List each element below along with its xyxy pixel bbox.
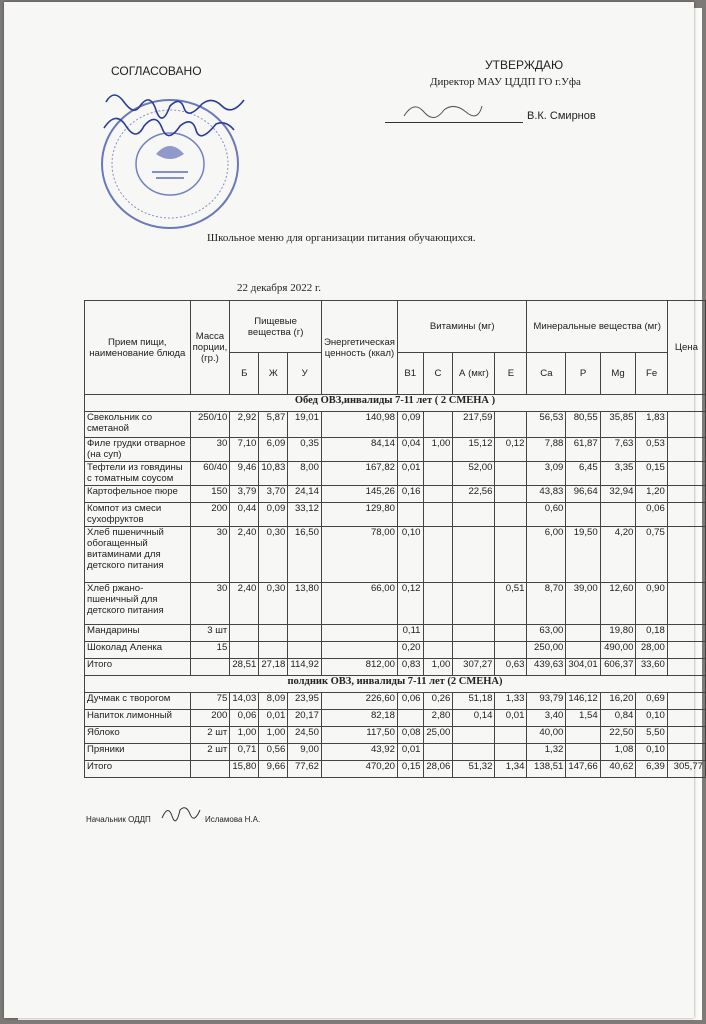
value-cell: 33,12 [288, 503, 322, 527]
value-cell: 24,50 [288, 727, 322, 744]
value-cell: 1,20 [636, 486, 667, 503]
value-cell: 30 [190, 583, 230, 625]
value-cell: 9,00 [288, 744, 322, 761]
dish-name-cell: Пряники [85, 744, 191, 761]
header-mass: Масса порции, (гр.) [190, 301, 230, 395]
section-title-lunch: Обед ОВЗ,инвалиды 7-11 лет ( 2 СМЕНА ) [85, 395, 706, 412]
dish-name-cell: Дучмак с творогом [85, 693, 191, 710]
value-cell [230, 642, 259, 659]
value-cell: 96,64 [566, 486, 600, 503]
value-cell: 66,00 [321, 583, 397, 625]
value-cell: 63,00 [527, 625, 566, 642]
value-cell [667, 583, 705, 625]
value-cell: 0,84 [600, 710, 636, 727]
value-cell: 0,12 [397, 583, 423, 625]
section-lunch [85, 395, 706, 676]
value-cell: 0,30 [259, 583, 288, 625]
value-cell: 20,17 [288, 710, 322, 727]
value-cell: 25,00 [423, 727, 453, 744]
value-cell: 0,12 [495, 438, 527, 462]
value-cell: 0,01 [397, 744, 423, 761]
value-cell [495, 527, 527, 583]
value-cell: 0,26 [423, 693, 453, 710]
value-cell: 0,06 [397, 693, 423, 710]
value-cell: 15,80 [230, 761, 259, 778]
header-b: Б [230, 353, 259, 395]
dish-name-cell: Свекольник со сметаной [85, 412, 191, 438]
value-cell: 439,63 [527, 659, 566, 676]
value-cell [667, 486, 705, 503]
value-cell [190, 761, 230, 778]
value-cell: 80,55 [566, 412, 600, 438]
value-cell: 78,00 [321, 527, 397, 583]
value-cell: 2 шт [190, 727, 230, 744]
value-cell: 28,00 [636, 642, 667, 659]
value-cell: 12,60 [600, 583, 636, 625]
header-c: C [423, 353, 453, 395]
value-cell [495, 412, 527, 438]
table-row [85, 710, 706, 727]
value-cell: 2,40 [230, 583, 259, 625]
value-cell: 0,71 [230, 744, 259, 761]
value-cell [397, 710, 423, 727]
value-cell [397, 503, 423, 527]
value-cell: 5,87 [259, 412, 288, 438]
dish-name-cell: Итого [85, 761, 191, 778]
value-cell: 0,09 [259, 503, 288, 527]
header-minerals: Минеральные вещества (мг) [527, 301, 667, 353]
value-cell: 6,00 [527, 527, 566, 583]
value-cell: 1,34 [495, 761, 527, 778]
table-row [85, 625, 706, 642]
value-cell: 0,56 [259, 744, 288, 761]
header-p: P [566, 353, 600, 395]
value-cell: 19,50 [566, 527, 600, 583]
dish-name-cell: Филе грудки отварное (на суп) [85, 438, 191, 462]
table-row [85, 503, 706, 527]
value-cell: 16,20 [600, 693, 636, 710]
value-cell: 51,18 [453, 693, 495, 710]
value-cell: 0,44 [230, 503, 259, 527]
value-cell: 250,00 [527, 642, 566, 659]
table-row [85, 486, 706, 503]
value-cell: 0,63 [495, 659, 527, 676]
header-fe: Fe [636, 353, 667, 395]
header-zh: Ж [259, 353, 288, 395]
value-cell: 61,87 [566, 438, 600, 462]
value-cell: 3,79 [230, 486, 259, 503]
value-cell [667, 642, 705, 659]
value-cell: 14,03 [230, 693, 259, 710]
header-energy: Энергетическая ценность (ккал) [321, 301, 397, 395]
approved-right-label: УТВЕРЖДАЮ [485, 58, 564, 72]
value-cell [321, 625, 397, 642]
value-cell [453, 744, 495, 761]
value-cell [667, 438, 705, 462]
value-cell: 35,85 [600, 412, 636, 438]
value-cell [230, 625, 259, 642]
value-cell [453, 527, 495, 583]
value-cell: 0,06 [636, 503, 667, 527]
value-cell: 0,35 [288, 438, 322, 462]
header-price: Цена [667, 301, 705, 395]
table-row [85, 744, 706, 761]
value-cell: 2,80 [423, 710, 453, 727]
value-cell: 40,62 [600, 761, 636, 778]
dish-name-cell: Картофельное пюре [85, 486, 191, 503]
value-cell: 150 [190, 486, 230, 503]
value-cell: 0,75 [636, 527, 667, 583]
value-cell [288, 642, 322, 659]
document-date: 22 декабря 2022 г. [237, 282, 321, 294]
dish-name-cell: Напиток лимонный [85, 710, 191, 727]
value-cell: 19,01 [288, 412, 322, 438]
value-cell: 16,50 [288, 527, 322, 583]
value-cell: 0,06 [230, 710, 259, 727]
dish-name-cell: Хлеб ржано-пшеничный для детского питания [85, 583, 191, 625]
value-cell: 15 [190, 642, 230, 659]
value-cell: 27,18 [259, 659, 288, 676]
value-cell: 51,32 [453, 761, 495, 778]
value-cell [190, 659, 230, 676]
value-cell: 0,16 [397, 486, 423, 503]
dish-name-cell: Шоколад Аленка [85, 642, 191, 659]
value-cell: 0,90 [636, 583, 667, 625]
dish-name-cell: Компот из смеси сухофруктов [85, 503, 191, 527]
value-cell: 13,80 [288, 583, 322, 625]
value-cell: 114,92 [288, 659, 322, 676]
value-cell: 138,51 [527, 761, 566, 778]
value-cell: 1,08 [600, 744, 636, 761]
value-cell: 0,10 [636, 710, 667, 727]
table-row [85, 761, 706, 778]
value-cell: 129,80 [321, 503, 397, 527]
value-cell: 1,83 [636, 412, 667, 438]
value-cell: 305,77 [667, 761, 705, 778]
value-cell [667, 710, 705, 727]
value-cell [321, 642, 397, 659]
approved-left-label: СОГЛАСОВАНО [111, 64, 202, 78]
value-cell [453, 625, 495, 642]
value-cell: 2,40 [230, 527, 259, 583]
value-cell: 7,10 [230, 438, 259, 462]
value-cell: 0,10 [397, 527, 423, 583]
value-cell: 0,60 [527, 503, 566, 527]
value-cell [566, 625, 600, 642]
footer-name: Исламова Н.А. [205, 815, 261, 824]
value-cell [423, 503, 453, 527]
value-cell [566, 642, 600, 659]
value-cell [495, 486, 527, 503]
value-cell: 226,60 [321, 693, 397, 710]
value-cell [495, 625, 527, 642]
value-cell [667, 503, 705, 527]
value-cell: 43,92 [321, 744, 397, 761]
value-cell: 3 шт [190, 625, 230, 642]
value-cell: 812,00 [321, 659, 397, 676]
value-cell: 0,11 [397, 625, 423, 642]
value-cell [667, 462, 705, 486]
value-cell: 167,82 [321, 462, 397, 486]
section-title-snack: полдник ОВЗ, инвалиды 7-11 лет (2 СМЕНА) [85, 676, 706, 693]
value-cell: 28,06 [423, 761, 453, 778]
header-meal: Прием пищи, наименование блюда [85, 301, 191, 395]
value-cell [423, 583, 453, 625]
dish-name-cell: Хлеб пшеничный обогащенный витаминами для детского питания [85, 527, 191, 583]
value-cell: 1,00 [423, 659, 453, 676]
signature-footer-icon [158, 800, 204, 824]
value-cell: 0,01 [495, 710, 527, 727]
value-cell: 22,56 [453, 486, 495, 503]
value-cell [667, 412, 705, 438]
value-cell: 1,00 [423, 438, 453, 462]
menu-table [84, 300, 706, 778]
value-cell: 140,98 [321, 412, 397, 438]
value-cell [667, 693, 705, 710]
value-cell: 2 шт [190, 744, 230, 761]
value-cell: 0,69 [636, 693, 667, 710]
value-cell: 145,26 [321, 486, 397, 503]
value-cell: 9,66 [259, 761, 288, 778]
value-cell: 0,83 [397, 659, 423, 676]
value-cell [288, 625, 322, 642]
value-cell: 33,60 [636, 659, 667, 676]
value-cell [566, 727, 600, 744]
value-cell: 0,15 [636, 462, 667, 486]
director-line: Директор МАУ ЦДДП ГО г.Уфа [430, 76, 581, 88]
signature-director-icon [398, 94, 488, 124]
header-e: E [495, 353, 527, 395]
value-cell: 32,94 [600, 486, 636, 503]
value-cell [600, 503, 636, 527]
value-cell: 1,32 [527, 744, 566, 761]
value-cell: 0,14 [453, 710, 495, 727]
value-cell: 7,63 [600, 438, 636, 462]
value-cell [423, 486, 453, 503]
header-a: А (мкг) [453, 353, 495, 395]
value-cell: 0,20 [397, 642, 423, 659]
value-cell [667, 527, 705, 583]
value-cell [259, 625, 288, 642]
value-cell: 146,12 [566, 693, 600, 710]
value-cell: 75 [190, 693, 230, 710]
value-cell: 22,50 [600, 727, 636, 744]
table-row [85, 412, 706, 438]
signature-line [385, 122, 523, 123]
value-cell: 93,79 [527, 693, 566, 710]
header-vitamins: Витамины (мг) [397, 301, 527, 353]
value-cell [423, 625, 453, 642]
value-cell: 0,18 [636, 625, 667, 642]
header-u: У [288, 353, 322, 395]
value-cell: 2,92 [230, 412, 259, 438]
value-cell: 0,30 [259, 527, 288, 583]
document-title: Школьное меню для организации питания обучающихся. [207, 232, 476, 244]
table-row [85, 659, 706, 676]
value-cell: 1,54 [566, 710, 600, 727]
value-cell: 6,09 [259, 438, 288, 462]
value-cell: 77,62 [288, 761, 322, 778]
value-cell [667, 659, 705, 676]
value-cell: 84,14 [321, 438, 397, 462]
value-cell: 10,83 [259, 462, 288, 486]
value-cell [566, 503, 600, 527]
dish-name-cell: Мандарины [85, 625, 191, 642]
value-cell: 6,45 [566, 462, 600, 486]
director-name: В.К. Смирнов [527, 110, 596, 122]
value-cell: 39,00 [566, 583, 600, 625]
value-cell [667, 727, 705, 744]
value-cell: 1,00 [230, 727, 259, 744]
value-cell: 606,37 [600, 659, 636, 676]
value-cell: 40,00 [527, 727, 566, 744]
value-cell: 0,53 [636, 438, 667, 462]
value-cell: 56,53 [527, 412, 566, 438]
value-cell [495, 727, 527, 744]
value-cell [453, 583, 495, 625]
value-cell: 117,50 [321, 727, 397, 744]
value-cell [566, 744, 600, 761]
value-cell: 217,59 [453, 412, 495, 438]
value-cell: 0,15 [397, 761, 423, 778]
value-cell: 8,70 [527, 583, 566, 625]
value-cell: 43,83 [527, 486, 566, 503]
value-cell: 52,00 [453, 462, 495, 486]
dish-name-cell: Тефтели из говядины с томатным соусом [85, 462, 191, 486]
signature-left-icon [100, 88, 280, 158]
value-cell: 60/40 [190, 462, 230, 486]
value-cell: 0,51 [495, 583, 527, 625]
value-cell [453, 642, 495, 659]
value-cell: 147,66 [566, 761, 600, 778]
value-cell: 250/10 [190, 412, 230, 438]
value-cell: 3,09 [527, 462, 566, 486]
dish-name-cell: Итого [85, 659, 191, 676]
value-cell: 0,01 [397, 462, 423, 486]
value-cell: 1,00 [259, 727, 288, 744]
value-cell: 7,88 [527, 438, 566, 462]
table-row [85, 642, 706, 659]
value-cell: 8,00 [288, 462, 322, 486]
value-cell [423, 462, 453, 486]
value-cell: 3,40 [527, 710, 566, 727]
table-row [85, 527, 706, 583]
section-snack [85, 676, 706, 778]
value-cell: 307,27 [453, 659, 495, 676]
value-cell: 0,10 [636, 744, 667, 761]
dish-name-cell: Яблоко [85, 727, 191, 744]
table-row [85, 583, 706, 625]
value-cell [495, 744, 527, 761]
header-nutrients: Пищевые вещества (г) [230, 301, 322, 353]
value-cell: 3,70 [259, 486, 288, 503]
table-row [85, 693, 706, 710]
header-ca: Ca [527, 353, 566, 395]
value-cell: 200 [190, 710, 230, 727]
value-cell: 0,01 [259, 710, 288, 727]
value-cell: 19,80 [600, 625, 636, 642]
value-cell: 28,51 [230, 659, 259, 676]
value-cell: 0,08 [397, 727, 423, 744]
table-row [85, 727, 706, 744]
value-cell: 24,14 [288, 486, 322, 503]
value-cell: 30 [190, 527, 230, 583]
value-cell: 0,04 [397, 438, 423, 462]
value-cell [667, 625, 705, 642]
value-cell: 82,18 [321, 710, 397, 727]
value-cell: 23,95 [288, 693, 322, 710]
value-cell [423, 744, 453, 761]
value-cell [423, 412, 453, 438]
value-cell [453, 503, 495, 527]
value-cell [495, 642, 527, 659]
table-row [85, 438, 706, 462]
value-cell [453, 727, 495, 744]
value-cell [495, 503, 527, 527]
value-cell [495, 462, 527, 486]
value-cell: 9,46 [230, 462, 259, 486]
value-cell: 4,20 [600, 527, 636, 583]
header-b1: B1 [397, 353, 423, 395]
footer-position: Начальник ОДДП [86, 815, 151, 824]
value-cell [667, 744, 705, 761]
value-cell: 3,35 [600, 462, 636, 486]
value-cell: 15,12 [453, 438, 495, 462]
header-mg: Mg [600, 353, 636, 395]
value-cell: 490,00 [600, 642, 636, 659]
value-cell: 0,09 [397, 412, 423, 438]
value-cell: 8,09 [259, 693, 288, 710]
value-cell: 30 [190, 438, 230, 462]
value-cell: 5,50 [636, 727, 667, 744]
value-cell [259, 642, 288, 659]
table-row [85, 462, 706, 486]
value-cell: 470,20 [321, 761, 397, 778]
value-cell [423, 527, 453, 583]
value-cell: 304,01 [566, 659, 600, 676]
value-cell: 6,39 [636, 761, 667, 778]
value-cell: 200 [190, 503, 230, 527]
value-cell [423, 642, 453, 659]
value-cell: 1,33 [495, 693, 527, 710]
